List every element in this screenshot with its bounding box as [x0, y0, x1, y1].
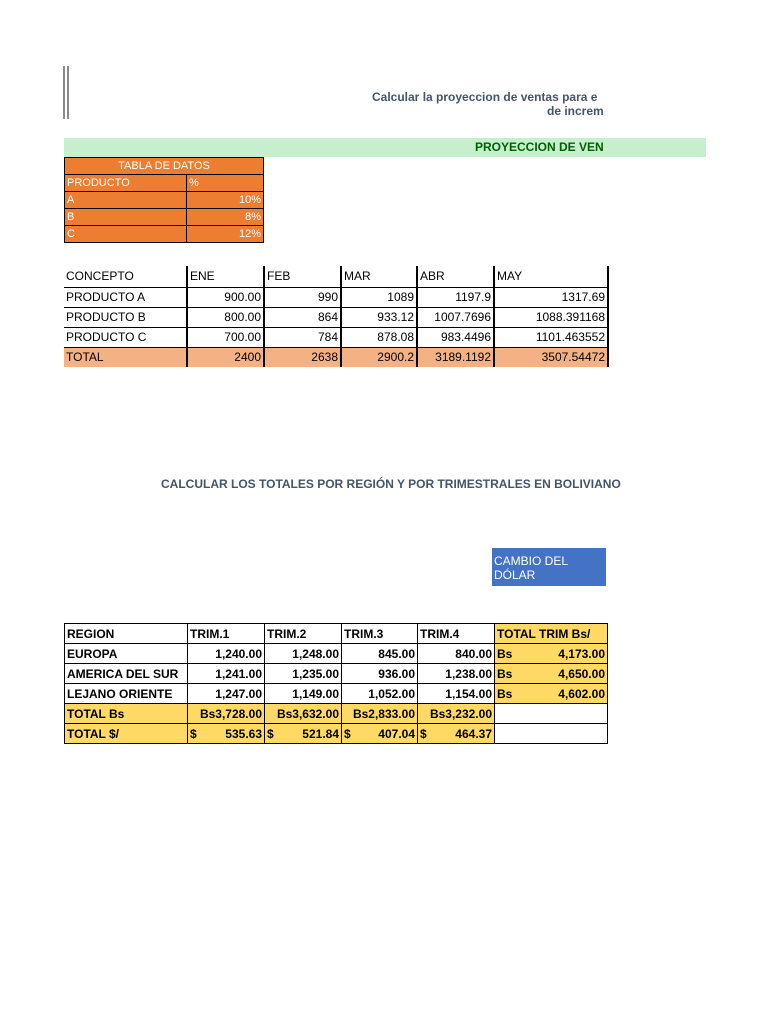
- data-table-pct[interactable]: 10%: [187, 192, 264, 209]
- table-row: [64, 307, 608, 327]
- projection-cell[interactable]: 800.00: [187, 307, 264, 327]
- projection-header-feb: FEB: [264, 266, 341, 287]
- region-name[interactable]: LEJANO ORIENTE: [65, 684, 188, 704]
- region-instructions: CALCULAR LOS TOTALES POR REGIÓN Y POR TRIMESTRALES EN BOLIVIANO: [161, 477, 621, 491]
- projection-cell[interactable]: 1088.391168: [494, 307, 608, 327]
- currency-symbol: Bs: [497, 666, 513, 681]
- projection-cell[interactable]: 700.00: [187, 327, 264, 347]
- projection-concept[interactable]: PRODUCTO B: [64, 307, 187, 327]
- projection-cell[interactable]: 983.4496: [417, 327, 494, 347]
- projection-header-ene: ENE: [187, 266, 264, 287]
- region-total-value: 4,650.00: [558, 666, 605, 681]
- data-table-product[interactable]: C: [65, 226, 187, 243]
- total-bs-value[interactable]: Bs2,833.00: [342, 704, 418, 724]
- total-usd-cell[interactable]: [188, 724, 265, 744]
- region-value[interactable]: 840.00: [418, 644, 495, 664]
- region-value[interactable]: 1,149.00: [265, 684, 342, 704]
- dollar-symbol: $: [190, 726, 197, 741]
- total-usd-value: 407.04: [378, 726, 415, 741]
- table-row: [65, 192, 264, 209]
- data-table-header-product: PRODUCTO: [65, 175, 187, 192]
- instructions-clip: [300, 90, 606, 120]
- region-header-row: [65, 624, 608, 644]
- table-row: [65, 684, 608, 704]
- projection-total-cell[interactable]: 2638: [264, 347, 341, 367]
- region-header: REGION: [65, 624, 188, 644]
- projection-cell[interactable]: 1101.463552: [494, 327, 608, 347]
- total-usd-value: 521.84: [302, 726, 339, 741]
- empty-cell[interactable]: [495, 704, 608, 724]
- region-name[interactable]: AMERICA DEL SUR: [65, 664, 188, 684]
- instructions-line-1: Calcular la proyeccion de ventas para e: [372, 90, 598, 104]
- total-usd-cell[interactable]: [418, 724, 495, 744]
- projection-cell[interactable]: 900.00: [187, 287, 264, 307]
- empty-cell[interactable]: [495, 724, 608, 744]
- projection-header-concepto: CONCEPTO: [64, 266, 187, 287]
- region-header: TRIM.3: [342, 624, 418, 644]
- projection-total-cell[interactable]: 3189.1192: [417, 347, 494, 367]
- total-usd-label[interactable]: TOTAL $/: [65, 724, 188, 744]
- dollar-symbol: $: [420, 726, 427, 741]
- projection-total-row: [64, 347, 608, 367]
- region-total-value: 4,602.00: [558, 686, 605, 701]
- projection-cell[interactable]: 933.12: [341, 307, 417, 327]
- sheet-left-border-inner: [67, 66, 69, 119]
- region-total-bs-row: [65, 704, 608, 724]
- data-table: [64, 157, 264, 243]
- data-table-pct[interactable]: 8%: [187, 209, 264, 226]
- projection-table: [64, 266, 609, 367]
- total-bs-value[interactable]: Bs3,232.00: [418, 704, 495, 724]
- dollar-symbol: $: [344, 726, 351, 741]
- table-row: [64, 327, 608, 347]
- table-row: [65, 664, 608, 684]
- region-table: [64, 623, 608, 744]
- table-row: [65, 209, 264, 226]
- projection-cell[interactable]: 864: [264, 307, 341, 327]
- data-table-product[interactable]: A: [65, 192, 187, 209]
- currency-symbol: Bs: [497, 646, 513, 661]
- projection-header-may: MAY: [494, 266, 608, 287]
- projection-total-cell[interactable]: 3507.54472: [494, 347, 608, 367]
- dollar-symbol: $: [267, 726, 274, 741]
- region-value[interactable]: 1,241.00: [188, 664, 265, 684]
- projection-total-cell[interactable]: 2400: [187, 347, 264, 367]
- data-table-header-pct: %: [187, 175, 264, 192]
- region-name[interactable]: EUROPA: [65, 644, 188, 664]
- projection-total-label[interactable]: TOTAL: [64, 347, 187, 367]
- region-value[interactable]: 1,052.00: [342, 684, 418, 704]
- total-bs-label[interactable]: TOTAL Bs: [65, 704, 188, 724]
- projection-total-cell[interactable]: 2900.2: [341, 347, 417, 367]
- projection-cell[interactable]: 1089: [341, 287, 417, 307]
- projection-header-row: [64, 266, 608, 287]
- projection-cell[interactable]: 1007.7696: [417, 307, 494, 327]
- projection-cell[interactable]: 990: [264, 287, 341, 307]
- total-bs-value[interactable]: Bs3,632.00: [265, 704, 342, 724]
- region-value[interactable]: 1,240.00: [188, 644, 265, 664]
- total-usd-cell[interactable]: [265, 724, 342, 744]
- region-value[interactable]: 1,235.00: [265, 664, 342, 684]
- table-row: [65, 226, 264, 243]
- data-table-pct[interactable]: 12%: [187, 226, 264, 243]
- projection-concept[interactable]: PRODUCTO C: [64, 327, 187, 347]
- region-value[interactable]: 1,238.00: [418, 664, 495, 684]
- region-value[interactable]: 936.00: [342, 664, 418, 684]
- table-row: [64, 287, 608, 307]
- total-bs-value[interactable]: Bs3,728.00: [188, 704, 265, 724]
- projection-cell[interactable]: 878.08: [341, 327, 417, 347]
- region-total[interactable]: [495, 644, 608, 664]
- region-total[interactable]: [495, 684, 608, 704]
- region-header: TRIM.4: [418, 624, 495, 644]
- projection-concept[interactable]: PRODUCTO A: [64, 287, 187, 307]
- total-usd-value: 464.37: [455, 726, 492, 741]
- region-total-value: 4,173.00: [558, 646, 605, 661]
- projection-header-mar: MAR: [341, 266, 417, 287]
- region-header-total: TOTAL TRIM Bs/: [495, 624, 608, 644]
- projection-title: PROYECCION DE VEN: [475, 140, 604, 154]
- data-table-title: TABLA DE DATOS: [65, 158, 264, 175]
- exchange-rate-label[interactable]: [492, 548, 606, 586]
- region-value[interactable]: 1,154.00: [418, 684, 495, 704]
- total-usd-value: 535.63: [225, 726, 262, 741]
- total-usd-cell[interactable]: [342, 724, 418, 744]
- projection-title-band: [64, 138, 706, 157]
- region-total-usd-row: [65, 724, 608, 744]
- region-header: TRIM.2: [265, 624, 342, 644]
- data-table-product[interactable]: B: [65, 209, 187, 226]
- projection-cell[interactable]: 1197.9: [417, 287, 494, 307]
- region-total[interactable]: [495, 664, 608, 684]
- table-row: [65, 644, 608, 664]
- projection-header-abr: ABR: [417, 266, 494, 287]
- exchange-label-line-2: DÓLAR: [494, 568, 536, 582]
- sheet-left-border: [63, 66, 65, 119]
- projection-cell[interactable]: 1317.69: [494, 287, 608, 307]
- currency-symbol: Bs: [497, 686, 513, 701]
- region-value[interactable]: 1,248.00: [265, 644, 342, 664]
- instructions-line-2: de increm: [547, 104, 604, 118]
- exchange-label-line-1: CAMBIO DEL: [494, 554, 569, 568]
- region-header: TRIM.1: [188, 624, 265, 644]
- region-value[interactable]: 1,247.00: [188, 684, 265, 704]
- projection-cell[interactable]: 784: [264, 327, 341, 347]
- region-value[interactable]: 845.00: [342, 644, 418, 664]
